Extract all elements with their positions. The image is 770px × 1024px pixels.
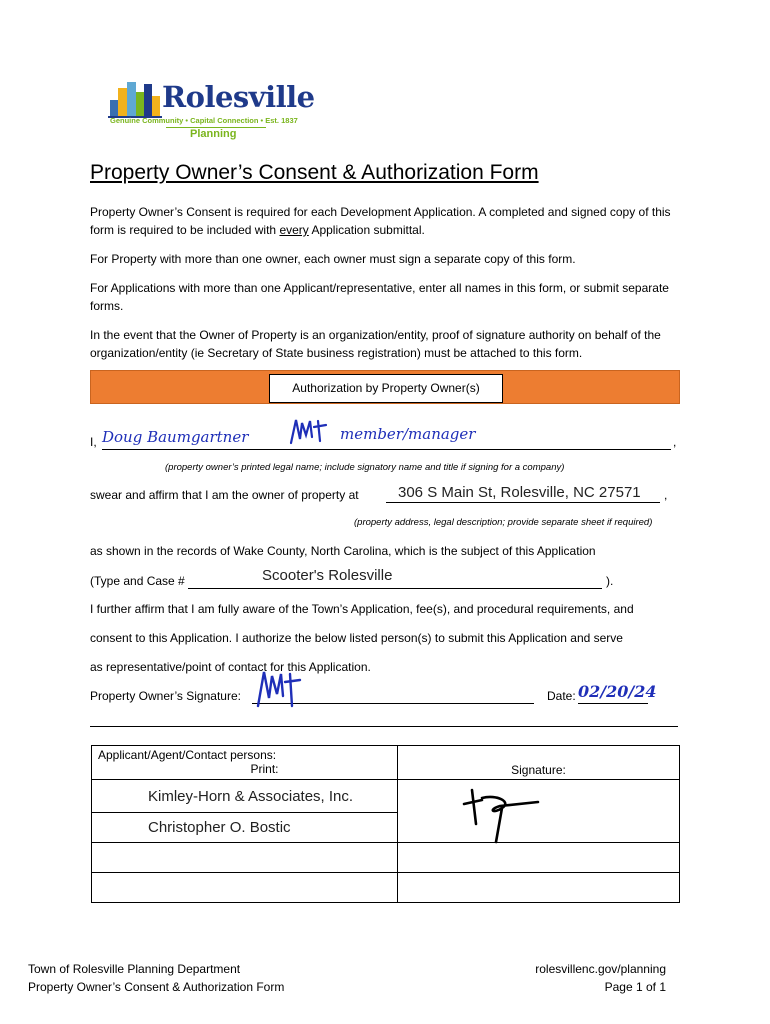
- applicant-signature-cell[interactable]: [398, 873, 680, 903]
- section-separator: [90, 726, 678, 727]
- applicant-signature: [442, 784, 552, 848]
- swear-end: ,: [664, 488, 668, 502]
- applicants-table: [91, 745, 680, 903]
- owner-caption: (property owner’s printed legal name; include signatory name and title if signing for a company): [165, 462, 565, 473]
- type-case-end: ).: [606, 574, 614, 588]
- applicant-signature-cell[interactable]: [398, 780, 680, 843]
- type-case-label: (Type and Case #: [90, 574, 185, 588]
- intro-emphasis: every: [279, 223, 309, 237]
- applicant-name-cell[interactable]: [92, 780, 398, 813]
- applicants-header-print-cell: [92, 746, 398, 780]
- date-label: Date:: [547, 689, 576, 703]
- applicants-header: Applicant/Agent/Contact persons:: [98, 748, 277, 762]
- applicant-name-cell[interactable]: [92, 813, 398, 843]
- footer-page: Page 1 of 1: [604, 980, 666, 994]
- logo-tagline: Genuine Community • Capital Connection • Est. 1837: [110, 116, 298, 125]
- owner-name-line: [102, 449, 671, 450]
- swear-label: swear and affirm that I am the owner of property at: [90, 488, 359, 502]
- owner-signature-label: Property Owner’s Signature:: [90, 689, 241, 703]
- table-row: [92, 780, 680, 813]
- intro-paragraph-4: In the event that the Owner of Property is an organization/entity, proof of signature authority on behalf of the organization/entity (ie Secretary of State business registration) must be attached to this form.: [90, 328, 661, 360]
- applicant-name-cell[interactable]: [92, 843, 398, 873]
- signature-header-cell: [398, 746, 680, 780]
- type-case-line: [188, 588, 602, 589]
- footer-form-name: Property Owner’s Consent & Authorization Form: [28, 980, 285, 994]
- applicant-name: Kimley-Horn & Associates, Inc.: [148, 787, 354, 805]
- i-prefix: I,: [90, 435, 97, 449]
- table-row: [92, 843, 680, 873]
- affirm-line-1: I further affirm that I am fully aware of the Town’s Application, fee(s), and procedural requirements, and: [90, 602, 634, 616]
- intro-paragraph-2: For Property with more than one owner, each owner must sign a separate copy of this form.: [90, 252, 576, 266]
- date-handwritten[interactable]: 02/20/24: [578, 682, 657, 701]
- intro-text-1b: Application submittal.: [308, 223, 425, 237]
- owner-signature[interactable]: [252, 666, 302, 710]
- footer-url[interactable]: rolesvillenc.gov/planning: [535, 962, 666, 976]
- address-line: [386, 502, 660, 503]
- intro-paragraph-1: [90, 203, 690, 239]
- intro-text-1a: Property Owner’s Consent is required for each Development Application. A completed and signed copy of this form is required to be included with: [90, 205, 671, 237]
- date-line: [578, 703, 648, 704]
- print-label: Print:: [250, 762, 279, 776]
- address-caption: (property address, legal description; provide separate sheet if required): [354, 517, 653, 528]
- type-case-field[interactable]: Scooter's Rolesville: [262, 567, 393, 584]
- owner-name-handwritten[interactable]: Doug Baumgartner: [102, 428, 249, 446]
- intro-paragraph-3: For Applications with more than one Applicant/representative, enter all names in this form, or submit separate forms.: [90, 281, 669, 313]
- owner-initials-signature: [288, 417, 328, 447]
- authorization-banner-label: Authorization by Property Owner(s): [269, 374, 503, 403]
- applicant-name: Christopher O. Bostic: [148, 819, 291, 836]
- owner-title-handwritten[interactable]: member/manager: [340, 425, 476, 443]
- logo: [108, 78, 318, 146]
- logo-name: Rolesville: [162, 80, 315, 114]
- footer-dept: Town of Rolesville Planning Department: [28, 962, 241, 976]
- affirm-line-3: as representative/point of contact for this Application.: [90, 660, 371, 674]
- signature-column-label: Signature:: [511, 763, 566, 777]
- line1-end: ,: [673, 435, 677, 449]
- skyline-icon: [108, 78, 163, 120]
- property-address-field[interactable]: 306 S Main St, Rolesville, NC 27571: [398, 484, 641, 501]
- logo-department: Planning: [190, 128, 237, 140]
- applicant-name-cell[interactable]: [92, 873, 398, 903]
- records-text: as shown in the records of Wake County, North Carolina, which is the subject of this Application: [90, 544, 596, 558]
- table-row: [92, 873, 680, 903]
- page-title: Property Owner’s Consent & Authorization Form: [90, 161, 539, 184]
- affirm-line-2: consent to this Application. I authorize the below listed person(s) to submit this Application and serve: [90, 631, 623, 645]
